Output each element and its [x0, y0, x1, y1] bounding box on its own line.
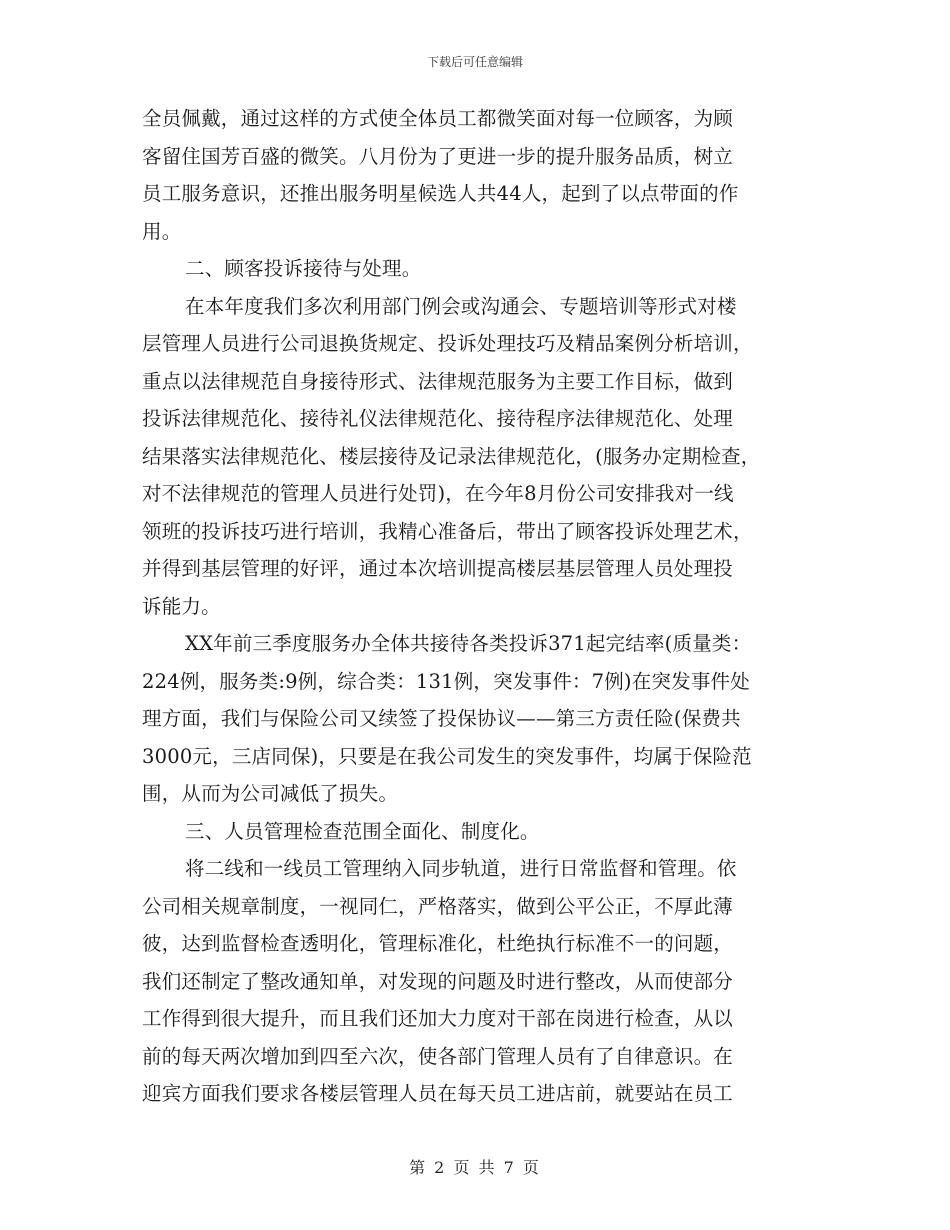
- text-line: 客留住国芳百盛的微笑。八月份为了更进一步的提升服务品质，树立: [142, 144, 734, 168]
- text-line: 投诉法律规范化、接待礼仪法律规范化、接待程序法律规范化、处理: [142, 407, 734, 430]
- text-line: 彼，达到监督检查透明化，管理标准化，杜绝执行标准不一的问题，: [142, 932, 734, 955]
- text-line: 工作得到很大提升，而且我们还加大力度对干部在岗进行检查，从以: [142, 1007, 734, 1030]
- text-line: 结果落实法律规范化、楼层接待及记录法律规范化，(服务办定期检查，: [142, 444, 761, 468]
- text-line: 领班的投诉技巧进行培训，我精心准备后，带出了顾客投诉处理艺术，: [142, 519, 753, 543]
- text-line: 员工服务意识，还推出服务明星候选人共44人，起到了以点带面的作: [142, 182, 739, 205]
- text-line: 224例，服务类:9例，综合类：131例，突发事件：7例)在突发事件处: [142, 669, 750, 693]
- text-line: 全员佩戴，通过这样的方式使全体员工都微笑面对每一位顾客，为顾: [142, 107, 734, 130]
- text-line: 前的每天两次增加到四至六次，使各部门管理人员有了自律意识。在: [142, 1044, 734, 1068]
- text-line: 迎宾方面我们要求各楼层管理人员在每天员工进店前，就要站在员工: [142, 1082, 734, 1105]
- text-line: 层管理人员进行公司退换货规定、投诉处理技巧及精品案例分析培训，: [142, 332, 753, 355]
- text-line: 公司相关规章制度，一视同仁，严格落实，做到公平公正，不厚此薄: [142, 894, 734, 918]
- text-line: 围，从而为公司减低了损失。: [142, 782, 399, 805]
- document-body: [142, 100, 810, 1113]
- text-line: 将二线和一线员工管理纳入同步轨道，进行日常监督和管理。依: [185, 857, 737, 880]
- text-line: 并得到基层管理的好评，通过本次培训提高楼层基层管理人员处理投: [142, 557, 734, 580]
- text-line: 理方面，我们与保险公司又续签了投保协议——第三方责任险(保费共: [142, 707, 741, 730]
- text-line: 用。: [142, 219, 182, 243]
- text-line: 我们还制定了整改通知单，对发现的问题及时进行整改，从而使部分: [142, 969, 734, 993]
- text-line: XX年前三季度服务办全体共接待各类投诉371起完结率(质量类：: [185, 632, 752, 655]
- text-line: 在本年度我们多次利用部门例会或沟通会、专题培训等形式对楼: [185, 294, 737, 318]
- text-line: 3000元，三店同保)，只要是在我公司发生的突发事件，均属于保险范: [142, 744, 752, 768]
- text-line: 三、人员管理检查范围全面化、制度化。: [185, 819, 540, 843]
- text-line: 对不法律规范的管理人员进行处罚)，在今年8月份公司安排我对一线: [142, 482, 734, 505]
- page-number-footer: 第 2 页 共 7 页: [409, 1158, 541, 1177]
- text-line: 重点以法律规范自身接待形式、法律规范服务为主要工作目标，做到: [142, 369, 734, 393]
- text-line: 诉能力。: [142, 594, 221, 618]
- text-line: 二、顾客投诉接待与处理。: [185, 257, 422, 280]
- page-header: 下载后可任意编辑: [426, 55, 523, 69]
